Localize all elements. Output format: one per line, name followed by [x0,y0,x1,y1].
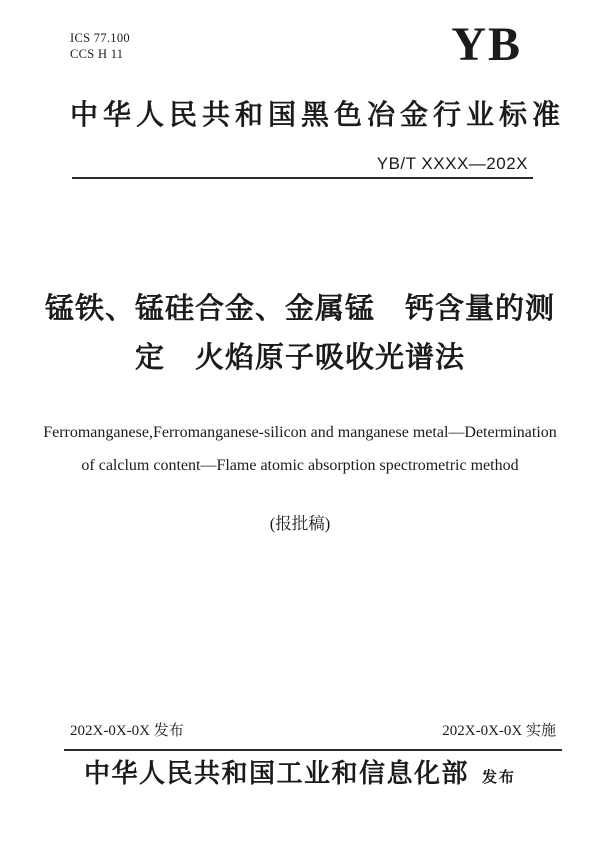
standard-logo: YB [451,18,522,71]
document-title-line-1: 锰铁、锰硅合金、金属锰 钙含量的测 [44,293,555,325]
publisher-issued-label: 发布 [482,769,517,786]
publisher-row [0,753,600,790]
ics-code: ICS 77.100 [70,31,130,45]
document-title [0,285,600,383]
publisher-name: 中华人民共和国工业和信息化部 [83,758,469,788]
document-title-english [40,416,560,482]
document-title-line-2: 定 火焰原子吸收光谱法 [134,342,465,374]
standard-code: YB/T XXXX—202X [376,154,528,173]
ccs-code: CCS H 11 [70,47,124,61]
issue-date: 202X-0X-0X 发布 [70,723,184,739]
standard-category-name: 中华人民共和国黑色冶金行业标准 [70,99,566,130]
classification-codes [70,30,130,62]
english-title-line-1: Ferromanganese,Ferromanganese-silicon and manganese metal—Determination [43,424,557,441]
implementation-date: 202X-0X-0X 实施 [442,723,556,739]
draft-status-note: (报批稿) [269,514,331,533]
header-divider-line [72,177,533,179]
english-title-line-2: of calclum content—Flame atomic absorption spectrometric method [81,457,519,474]
footer-divider-line [64,749,562,751]
date-row [70,719,556,740]
